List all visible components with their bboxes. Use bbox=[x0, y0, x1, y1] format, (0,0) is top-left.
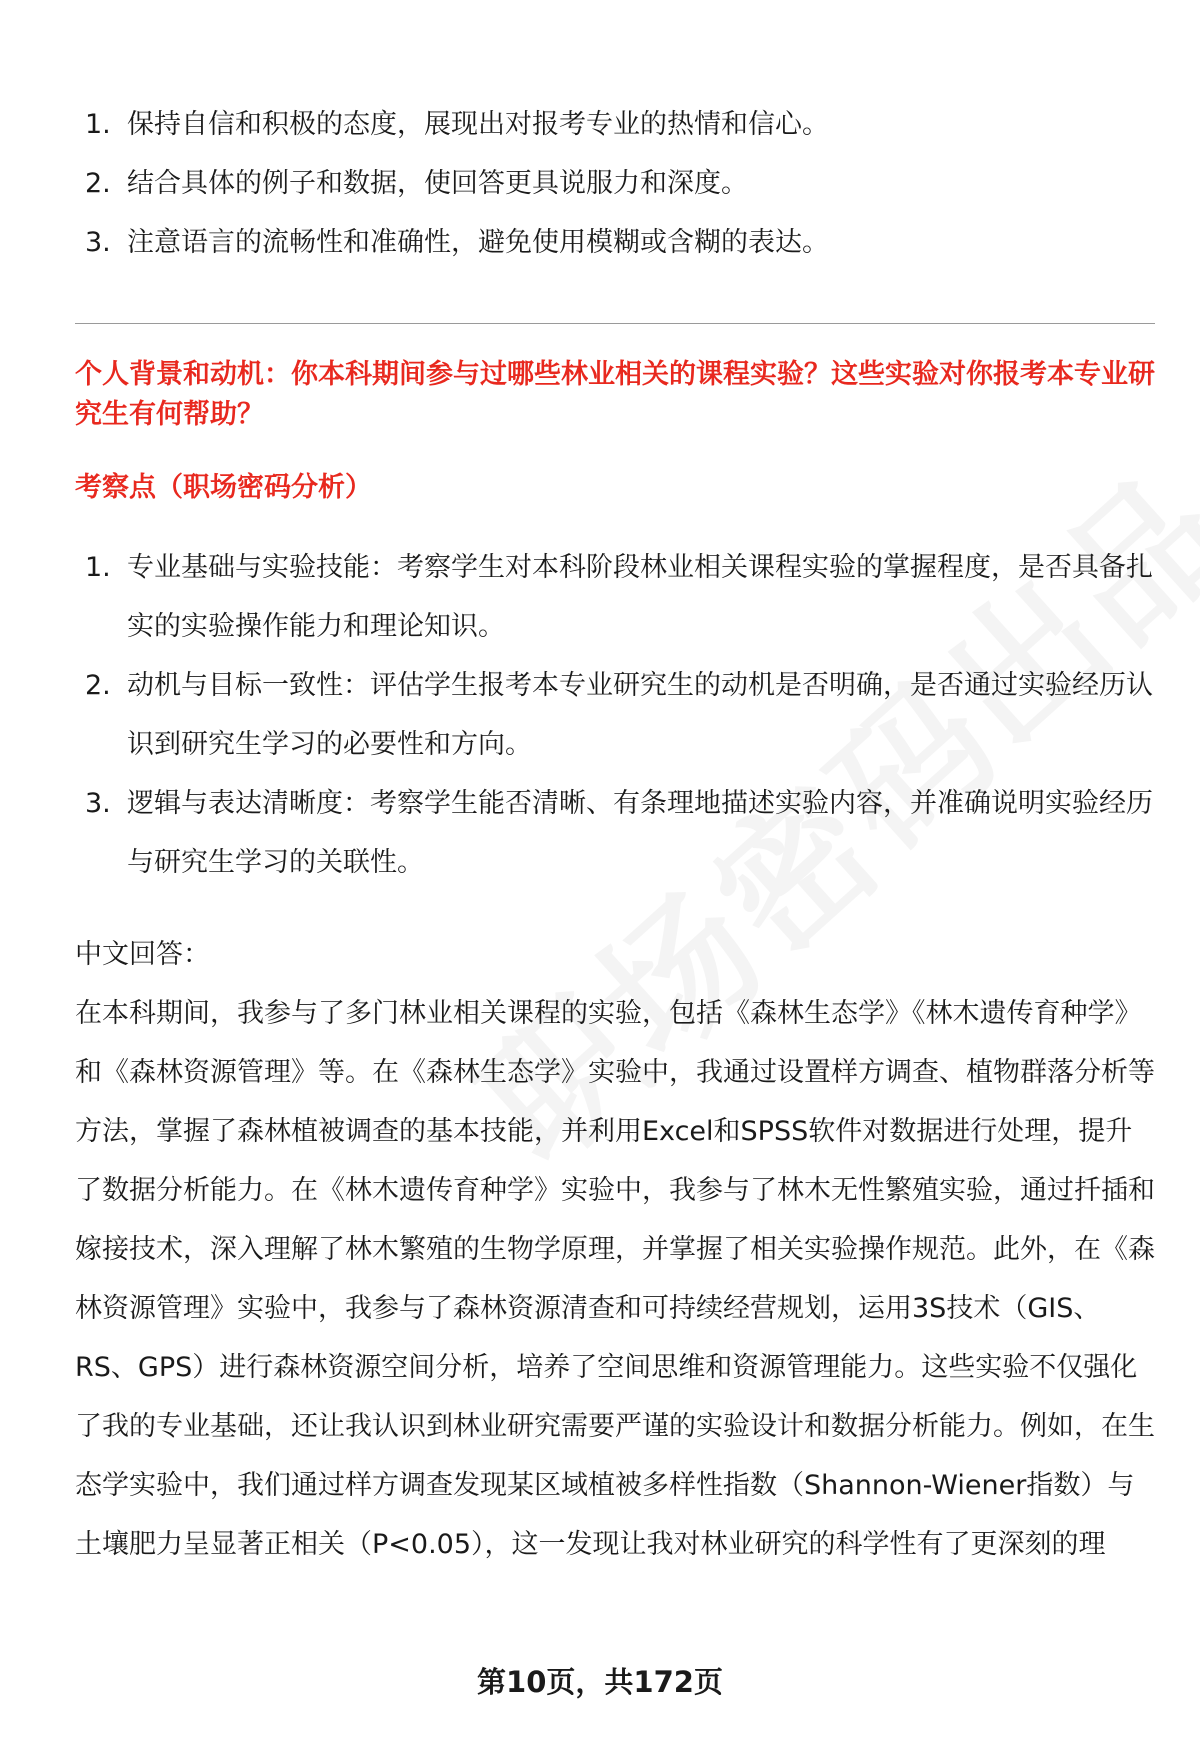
tips-list bbox=[75, 95, 1145, 272]
list-number: 1. bbox=[85, 109, 111, 140]
answer-label: 中文回答： bbox=[75, 939, 210, 970]
list-number: 2. bbox=[85, 670, 111, 701]
answer-paragraph: 在本科期间，我参与了多门林业相关课程的实验，包括《森林生态学》《林木遗传育种学》和《森林资源管理》等。在《森林生态学》实验中，我通过设置样方调查、植物群落分析等方法，掌握了森林植被调查的基本技能，并利用Excel和SPSS软件对数据进行处理，提升了数据分析能力。在《林木遗传育种学》实验中，我参与了林木无性繁殖实验，通过扦插和嫁接技术，深入理解了林木繁殖的生物学原理，并掌握了相关实验操作规范。此外，在《森林资源管理》实验中，我参与了森林资源清查和可持续经营规划，运用3S技术（GIS、RS、GPS）进行森林资源空间分析，培养了空间思维和资源管理能力。这些实验不仅强化了我的专业基础，还让我认识到林业研究需要严谨的实验设计和数据分析能力。例如，在生态学实验中，我们通过样方调查发现某区域植被多样性指数（Shannon-Wiener指数）与土壤肥力呈显著正相关（P<0.05），这一发现让我对林业研究的科学性有了更深刻的理 bbox=[75, 998, 1155, 1560]
list-text: 保持自信和积极的态度，展现出对报考专业的热情和信心。 bbox=[127, 109, 829, 140]
list-number: 3. bbox=[85, 788, 111, 819]
list-item bbox=[75, 154, 1145, 213]
list-text: 专业基础与实验技能：考察学生对本科阶段林业相关课程实验的掌握程度，是否具备扎实的实验操作能力和理论知识。 bbox=[127, 552, 1153, 642]
list-item bbox=[75, 538, 1155, 656]
list-number: 2. bbox=[85, 168, 111, 199]
section-divider bbox=[75, 323, 1155, 324]
points-list bbox=[75, 538, 1155, 892]
list-item bbox=[75, 656, 1155, 774]
list-number: 3. bbox=[85, 227, 111, 258]
list-number: 1. bbox=[85, 552, 111, 583]
question-heading: 个人背景和动机：你本科期间参与过哪些林业相关的课程实验？这些实验对你报考本专业研究生有何帮助？ bbox=[75, 359, 1155, 430]
analysis-subheading: 考察点（职场密码分析） bbox=[75, 472, 372, 503]
list-text: 注意语言的流畅性和准确性，避免使用模糊或含糊的表达。 bbox=[127, 227, 829, 258]
list-text: 逻辑与表达清晰度：考察学生能否清晰、有条理地描述实验内容，并准确说明实验经历与研究生学习的关联性。 bbox=[127, 788, 1153, 878]
list-item bbox=[75, 95, 1145, 154]
list-text: 结合具体的例子和数据，使回答更具说服力和深度。 bbox=[127, 168, 748, 199]
page-number: 第10页，共172页 bbox=[477, 1665, 723, 1699]
list-item bbox=[75, 213, 1145, 272]
list-item bbox=[75, 774, 1155, 892]
list-text: 动机与目标一致性：评估学生报考本专业研究生的动机是否明确，是否通过实验经历认识到研究生学习的必要性和方向。 bbox=[127, 670, 1153, 760]
